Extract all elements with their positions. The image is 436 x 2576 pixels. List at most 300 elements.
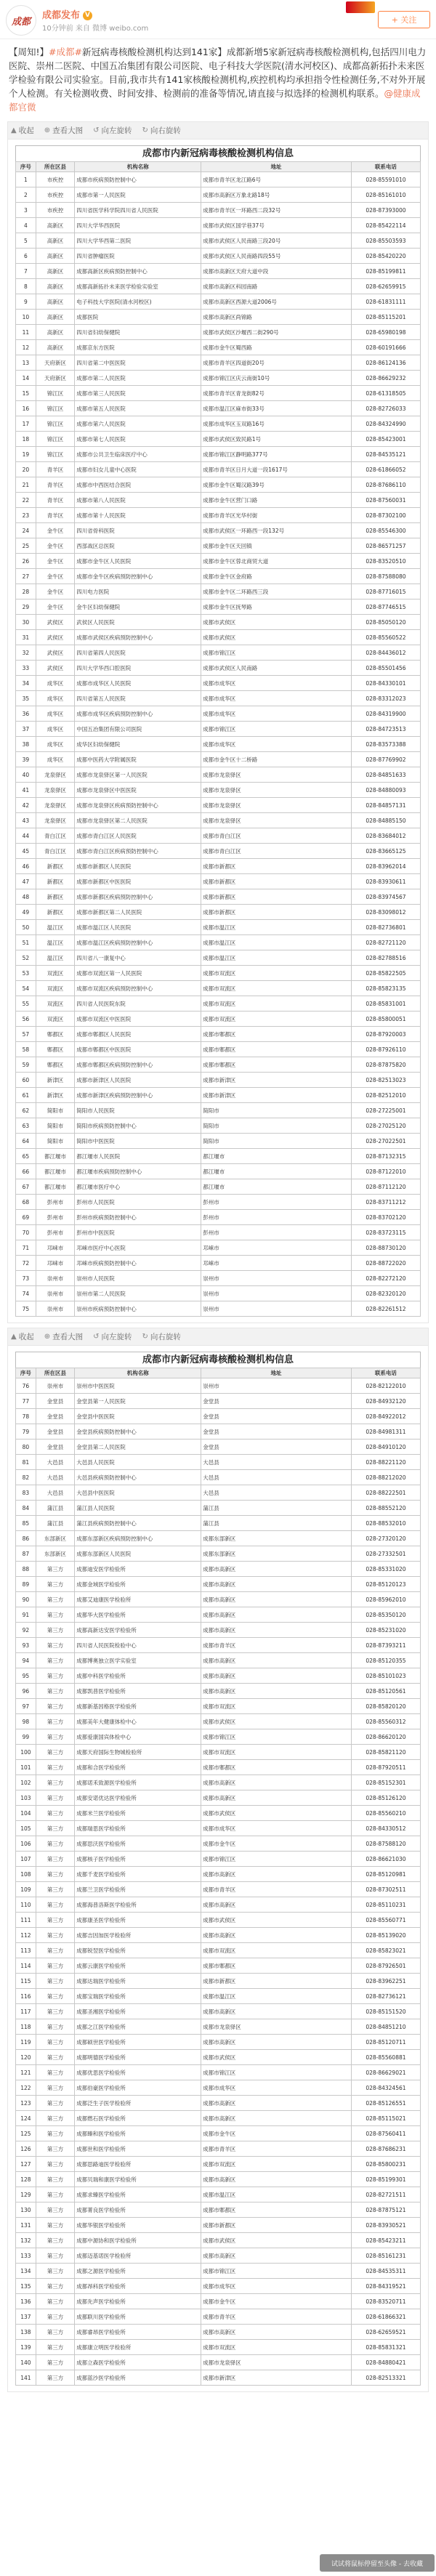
table-cell: 成都市锦江区: [201, 1729, 352, 1745]
table-cell: 都江堰市: [201, 1164, 352, 1179]
table-cell: 138: [16, 2325, 36, 2340]
table-row: [16, 1455, 421, 1470]
table-cell: 成都市武侯区人民南路三段20号: [201, 233, 352, 249]
table-cell: 028-85422114: [351, 218, 420, 233]
table-cell: 028-85110231: [351, 1897, 420, 1913]
table-cell: 028-85821120: [351, 1745, 420, 1760]
table-cell: 成都市双流区: [201, 1012, 352, 1027]
table-cell: 四川省八一康复中心: [75, 950, 201, 966]
table-cell: 成都市金牛区蜀汉路39号: [201, 477, 352, 493]
table-cell: 第三方: [36, 2248, 74, 2264]
column-header: 所在区县: [36, 1368, 74, 1378]
table-row: [16, 1378, 421, 1394]
table-cell: 16: [16, 401, 36, 416]
table-row: [16, 1012, 421, 1027]
table-row: [16, 630, 421, 645]
table-cell: 130: [16, 2202, 36, 2218]
author-name-text[interactable]: 成都发布: [42, 10, 81, 21]
table-cell: 028-83962251: [351, 1974, 420, 1989]
avatar-logo: 成都: [11, 16, 31, 28]
table-cell: 成都市龙泉驿区: [201, 2355, 352, 2370]
table-cell: 大邑县人民医院: [75, 1455, 201, 1470]
table-row: [16, 935, 421, 950]
table-cell: 都江堰市: [201, 1149, 352, 1164]
table-cell: 彭州市疾病预防控制中心: [75, 1210, 201, 1225]
table-cell: 第三方: [36, 1638, 74, 1653]
table-cell: 36: [16, 706, 36, 722]
table-cell: 成都康立明医学检验所: [75, 2340, 201, 2355]
table-row: [16, 2325, 421, 2340]
table-cell: 028-61831111: [351, 294, 420, 310]
table-cell: 成都市双流区: [201, 2340, 352, 2355]
table-cell: 成都市锦江区: [201, 2065, 352, 2080]
table-cell: 第三方: [36, 1913, 74, 1928]
table-cell: 蒲江县人民医院: [75, 1501, 201, 1516]
table-cell: 成都瑞思医学检验所: [75, 1821, 201, 1836]
table-cell: 成都市高新区: [201, 1562, 352, 1577]
table-cell: 028-84330512: [351, 1821, 420, 1836]
column-header: 所在区县: [36, 162, 74, 172]
table-row: [16, 477, 421, 493]
table-cell: 四川省人民医院东院: [75, 996, 201, 1012]
table-cell: 47: [16, 874, 36, 889]
table-cell: 75: [16, 1301, 36, 1317]
table-cell: 彭州市: [201, 1210, 352, 1225]
table-cell: 88: [16, 1562, 36, 1577]
table-row: [16, 2172, 421, 2187]
table-cell: 第三方: [36, 1836, 74, 1852]
table-cell: 028-87686231: [351, 2141, 420, 2157]
table-row: [16, 1470, 421, 1485]
table-row: [16, 2050, 421, 2065]
table-cell: 129: [16, 2187, 36, 2202]
table-cell: 81: [16, 1455, 36, 1470]
table-cell: 028-87769902: [351, 752, 420, 767]
follow-button[interactable]: + 关注: [378, 11, 430, 28]
table-cell: 四川省人民医院检验中心: [75, 1638, 201, 1653]
column-header: 机构名称: [75, 162, 201, 172]
table-cell: 第三方: [36, 1882, 74, 1897]
table-cell: 成都市新都区: [201, 905, 352, 920]
table-cell: 028-85831321: [351, 2340, 420, 2355]
table-cell: 5: [16, 233, 36, 249]
table-cell: 金堂县: [201, 1440, 352, 1455]
post-image[interactable]: [7, 1328, 429, 2392]
table-cell: 武侯区: [36, 615, 74, 630]
image-toolbar: [8, 1328, 428, 1346]
table-cell: 金堂县: [36, 1424, 74, 1440]
table-cell: 高新区: [36, 264, 74, 279]
rotate-right-button[interactable]: [142, 125, 180, 136]
table-cell: 第三方: [36, 2065, 74, 2080]
table-cell: 郫都区: [36, 1042, 74, 1057]
table-cell: 大邑县: [36, 1470, 74, 1485]
table-row: [16, 386, 421, 401]
table-cell: 成都市新都区: [201, 889, 352, 905]
table-cell: 028-83520510: [351, 554, 420, 569]
table-cell: 成都宝瑞医学检验所: [75, 1989, 201, 2004]
table-cell: 028-84851210: [351, 2019, 420, 2035]
table-cell: 成都市龙泉驿区: [201, 783, 352, 798]
table-row: [16, 1042, 421, 1057]
table-cell: 成都市新都区疾病预防控制中心: [75, 889, 201, 905]
table-cell: 金堂县: [36, 1409, 74, 1424]
table-cell: 028-27025120: [351, 1118, 420, 1134]
table-row: [16, 996, 421, 1012]
table-row: [16, 401, 421, 416]
testing-institutions-table: [15, 1368, 421, 2386]
rotate-right-button[interactable]: [142, 1331, 180, 1342]
hint-overlay[interactable]: 试试将鼠标停留至头像 - 去收藏: [320, 2554, 435, 2572]
table-cell: 成都臻和医学检验所: [75, 2126, 201, 2141]
table-cell: 成都睿昂医学检验所: [75, 2325, 201, 2340]
table-row: [16, 1103, 421, 1118]
table-cell: 青羊区: [36, 508, 74, 523]
table-row: [16, 615, 421, 630]
table-cell: 53: [16, 966, 36, 981]
table-cell: 金堂县第二人民医院: [75, 1440, 201, 1455]
table-cell: 成都市武侯区: [201, 2050, 352, 2065]
table-cell: 成都圣湘医学检验所: [75, 2004, 201, 2019]
table-cell: 成都艾迪康医学检验所: [75, 1592, 201, 1607]
table-cell: 028-84981311: [351, 1424, 420, 1440]
table-cell: 青羊区: [36, 477, 74, 493]
table-row: [16, 218, 421, 233]
table-cell: 成都市第三人民医院: [75, 386, 201, 401]
table-cell: 60: [16, 1073, 36, 1088]
table-row: [16, 584, 421, 599]
table-cell: 蒲江县疾病预防控制中心: [75, 1516, 201, 1531]
table-cell: 028-87112120: [351, 1179, 420, 1195]
table-cell: 028-85115201: [351, 310, 420, 325]
table-cell: 成都燃石医学检验所: [75, 2111, 201, 2126]
table-cell: 78: [16, 1409, 36, 1424]
table-cell: 东部新区: [36, 1546, 74, 1562]
table-cell: 崇州市: [201, 1271, 352, 1286]
column-header: 地址: [201, 162, 352, 172]
table-cell: 26: [16, 554, 36, 569]
table-cell: 成都市武侯区人民南路: [201, 661, 352, 676]
table-cell: 成都市龙泉驿区第二人民医院: [75, 813, 201, 828]
table-cell: 市疾控: [36, 203, 74, 218]
table-row: [16, 1134, 421, 1149]
table-cell: 成都市郫都区: [201, 1760, 352, 1775]
table-cell: 12: [16, 340, 36, 355]
table-cell: 成都市高新区尚锦路: [201, 310, 352, 325]
table-cell: 成都市成华区疾病预防控制中心: [75, 706, 201, 722]
table-cell: 成都市金牛区人民医院: [75, 554, 201, 569]
table-cell: 成都华大医学检验所: [75, 1607, 201, 1623]
table-cell: 电子科技大学医院(清水河校区): [75, 294, 201, 310]
table-row: [16, 1989, 421, 2004]
table-cell: 成都市武侯区国学巷37号: [201, 218, 352, 233]
table-cell: 25: [16, 538, 36, 554]
table-cell: 028-27225001: [351, 1103, 420, 1118]
table-cell: 028-88552120: [351, 1501, 420, 1516]
table-cell: 蒲江县: [36, 1501, 74, 1516]
table-cell: 131: [16, 2218, 36, 2233]
table-cell: 028-82788516: [351, 950, 420, 966]
table-cell: 成都市成华区: [201, 2080, 352, 2096]
table-cell: 彭州市: [36, 1195, 74, 1210]
table-row: [16, 554, 421, 569]
table-cell: 成都市双流区: [201, 1943, 352, 1958]
table-cell: 140: [16, 2355, 36, 2370]
table-cell: 成都市温江区: [201, 950, 352, 966]
table-cell: 028-86571257: [351, 538, 420, 554]
table-cell: 成都市郫都区疾病预防控制中心: [75, 1057, 201, 1073]
table-cell: 第三方: [36, 2370, 74, 2386]
table-cell: 35: [16, 691, 36, 706]
table-cell: 39: [16, 752, 36, 767]
table-cell: 成都市龙泉驿区疾病预防控制中心: [75, 798, 201, 813]
table-cell: 成都市高新区: [201, 1684, 352, 1699]
table-cell: 邛崃市: [201, 1256, 352, 1271]
table-cell: 成都市青羊区光华村街: [201, 508, 352, 523]
table-cell: 103: [16, 1790, 36, 1806]
table-row: [16, 2019, 421, 2035]
table-cell: 第三方: [36, 1577, 74, 1592]
table-cell: 青白江区: [36, 828, 74, 844]
table-cell: 成都市郫都区: [201, 1057, 352, 1073]
table-cell: 第三方: [36, 2264, 74, 2279]
mention-link[interactable]: @健康成都官微: [9, 88, 421, 113]
table-cell: 崇州市: [36, 1378, 74, 1394]
table-cell: 市疾控: [36, 187, 74, 203]
table-cell: 成都市高新区: [201, 1607, 352, 1623]
table-cell: 028-85962010: [351, 1592, 420, 1607]
table-cell: 成都市龙泉驿区: [201, 813, 352, 828]
table-cell: 028-84851633: [351, 767, 420, 783]
table-cell: 四川省第二中医医院: [75, 355, 201, 371]
table-cell: 13: [16, 355, 36, 371]
table-cell: 成都市郫都区: [201, 1958, 352, 1974]
table-row: [16, 1088, 421, 1103]
table-cell: 10: [16, 310, 36, 325]
table-cell: 都江堰市: [201, 1179, 352, 1195]
table-cell: 成都市郫都区人民医院: [75, 1027, 201, 1042]
table-row: [16, 1195, 421, 1210]
table-cell: 028-85199301: [351, 2172, 420, 2187]
table-row: [16, 447, 421, 462]
table-cell: 028-83098012: [351, 905, 420, 920]
table-cell: 第三方: [36, 2202, 74, 2218]
toolbar-label: 向左旋转: [101, 1333, 132, 1341]
table-cell: 028-85120123: [351, 1577, 420, 1592]
table-cell: 121: [16, 2065, 36, 2080]
table-cell: 120: [16, 2050, 36, 2065]
table-cell: 成都市高新区: [201, 1623, 352, 1638]
table-cell: 028-85231020: [351, 1623, 420, 1638]
table-cell: 崇州市: [201, 1378, 352, 1394]
table-row: [16, 1149, 421, 1164]
table-cell: 彭州市: [36, 1210, 74, 1225]
table-cell: 成都医院: [75, 310, 201, 325]
table-cell: 锦江区: [36, 416, 74, 432]
table-cell: 137: [16, 2309, 36, 2325]
table-cell: 028-62659915: [351, 279, 420, 294]
table-cell: 028-83930521: [351, 2218, 420, 2233]
table-cell: 028-84324561: [351, 2080, 420, 2096]
table-cell: 028-82320120: [351, 1286, 420, 1301]
view-large-button[interactable]: [44, 1331, 83, 1342]
table-cell: 第三方: [36, 2172, 74, 2187]
topic-link[interactable]: #成都#: [49, 47, 82, 57]
table-cell: 金牛区: [36, 599, 74, 615]
table-row: [16, 1394, 421, 1409]
rotate-right-icon: ↻: [142, 126, 148, 134]
table-cell: 天府新区: [36, 355, 74, 371]
table-cell: 成都市高新区: [201, 1775, 352, 1790]
table-cell: 成都市高新区: [201, 2004, 352, 2019]
table-cell: 成都市新都区人民医院: [75, 859, 201, 874]
table-cell: 武侯区: [36, 645, 74, 661]
table-cell: 成华区: [36, 737, 74, 752]
table-cell: 第三方: [36, 1623, 74, 1638]
table-cell: 73: [16, 1271, 36, 1286]
table-cell: 成都贝瑞和康医学检验所: [75, 2172, 201, 2187]
table-cell: 成都兰卫医学检验所: [75, 1882, 201, 1897]
table-cell: 第三方: [36, 1867, 74, 1882]
table-cell: 028-82272120: [351, 1271, 420, 1286]
table-cell: 四川省第四人民医院: [75, 645, 201, 661]
table-cell: 简阳市人民医院: [75, 1103, 201, 1118]
table-cell: 28: [16, 584, 36, 599]
table-cell: 028-84319521: [351, 2279, 420, 2294]
table-cell: 37: [16, 722, 36, 737]
table-cell: 74: [16, 1286, 36, 1301]
table-cell: 金堂县第一人民医院: [75, 1394, 201, 1409]
table-cell: 50: [16, 920, 36, 935]
table-row: [16, 1897, 421, 1913]
table-row: [16, 569, 421, 584]
table-cell: 104: [16, 1806, 36, 1821]
table-cell: 东部新区: [36, 1531, 74, 1546]
table-cell: 115: [16, 1974, 36, 1989]
table-row: [16, 1301, 421, 1317]
table-row: [16, 1027, 421, 1042]
table-cell: 85: [16, 1516, 36, 1531]
table-cell: 成都市高新区: [201, 2248, 352, 2264]
table-cell: 72: [16, 1256, 36, 1271]
table-cell: 028-83665125: [351, 844, 420, 859]
table-cell: 成都市成华区: [201, 706, 352, 722]
table-cell: 028-87746515: [351, 599, 420, 615]
table-cell: 成都爱康国宾体检中心: [75, 1729, 201, 1745]
table-cell: 028-85820120: [351, 1699, 420, 1714]
table-cell: 028-88730120: [351, 1240, 420, 1256]
table-cell: 第三方: [36, 1790, 74, 1806]
table-cell: 028-86621030: [351, 1852, 420, 1867]
table-cell: 第三方: [36, 1852, 74, 1867]
table-cell: 028-84880421: [351, 2355, 420, 2370]
table-cell: 四川省第五人民医院: [75, 691, 201, 706]
table-cell: 大邑县中医医院: [75, 1485, 201, 1501]
table-cell: 第三方: [36, 1943, 74, 1958]
table-cell: 028-85050120: [351, 615, 420, 630]
table-cell: 成都市第十人民医院: [75, 508, 201, 523]
table-cell: 龙泉驿区: [36, 783, 74, 798]
table-cell: 第三方: [36, 2325, 74, 2340]
table-cell: 105: [16, 1821, 36, 1836]
table-cell: 成都硕世医学检验所: [75, 2035, 201, 2050]
promo-banner[interactable]: [346, 1, 375, 13]
table-cell: 65: [16, 1149, 36, 1164]
table-cell: 46: [16, 859, 36, 874]
table-cell: 大邑县: [201, 1470, 352, 1485]
table-cell: 成都市武侯区: [201, 1913, 352, 1928]
table-cell: 028-85501456: [351, 661, 420, 676]
avatar[interactable]: [6, 5, 36, 36]
table-cell: 武侯区: [36, 661, 74, 676]
table-cell: 第三方: [36, 1821, 74, 1836]
table-cell: 29: [16, 599, 36, 615]
table-row: [16, 1745, 421, 1760]
table-cell: 第三方: [36, 1684, 74, 1699]
table-cell: 107: [16, 1852, 36, 1867]
table-cell: 金牛区: [36, 554, 74, 569]
table-cell: 第三方: [36, 1897, 74, 1913]
table-row: [16, 1531, 421, 1546]
collapse-button[interactable]: [11, 125, 34, 136]
table-row: [16, 706, 421, 722]
table-cell: 135: [16, 2279, 36, 2294]
table-cell: 成都立森医学检验所: [75, 2355, 201, 2370]
vip-badge-icon: V: [83, 11, 92, 20]
table-cell: 第三方: [36, 1562, 74, 1577]
table-cell: 111: [16, 1913, 36, 1928]
table-cell: 第三方: [36, 1668, 74, 1684]
table-cell: 都江堰市人民医院: [75, 1149, 201, 1164]
table-cell: 成都市高新区: [201, 2035, 352, 2050]
table-cell: 双流区: [36, 981, 74, 996]
view-large-button[interactable]: [44, 125, 83, 136]
table-cell: 028-82721511: [351, 2187, 420, 2202]
table-cell: 028-85423001: [351, 432, 420, 447]
table-cell: 简阳市疾病预防控制中心: [75, 1118, 201, 1134]
rotate-left-button[interactable]: [93, 1331, 132, 1342]
table-cell: 成都米兰医学检验所: [75, 1806, 201, 1821]
table-cell: 32: [16, 645, 36, 661]
table-cell: 温江区: [36, 950, 74, 966]
table-cell: 金堂县: [36, 1394, 74, 1409]
table-cell: 成都市疾病预防控制中心: [75, 172, 201, 187]
table-row: [16, 722, 421, 737]
table-cell: 028-85120561: [351, 1684, 420, 1699]
table-cell: 简阳市: [36, 1134, 74, 1149]
table-cell: 高新区: [36, 233, 74, 249]
post-image[interactable]: [7, 121, 429, 1323]
author-name[interactable]: [42, 7, 92, 21]
table-cell: 028-82721120: [351, 935, 420, 950]
table-row: [16, 645, 421, 661]
toolbar-label: 向左旋转: [101, 126, 132, 135]
table-row: [16, 2218, 421, 2233]
table-cell: 金堂县: [201, 1394, 352, 1409]
rotate-left-button[interactable]: [93, 125, 132, 136]
table-cell: 简阳市: [201, 1118, 352, 1134]
table-cell: 成华区: [36, 691, 74, 706]
table-cell: 028-85126120: [351, 1790, 420, 1806]
table-cell: 成都迈基诺医学检验所: [75, 2248, 201, 2264]
table-cell: 成华区: [36, 722, 74, 737]
table-cell: 132: [16, 2233, 36, 2248]
collapse-button[interactable]: [11, 1331, 34, 1342]
table-cell: 028-85560210: [351, 1806, 420, 1821]
table-cell: 第三方: [36, 1958, 74, 1974]
table-cell: 成都市新津区: [201, 1073, 352, 1088]
table-cell: 028-85199811: [351, 264, 420, 279]
